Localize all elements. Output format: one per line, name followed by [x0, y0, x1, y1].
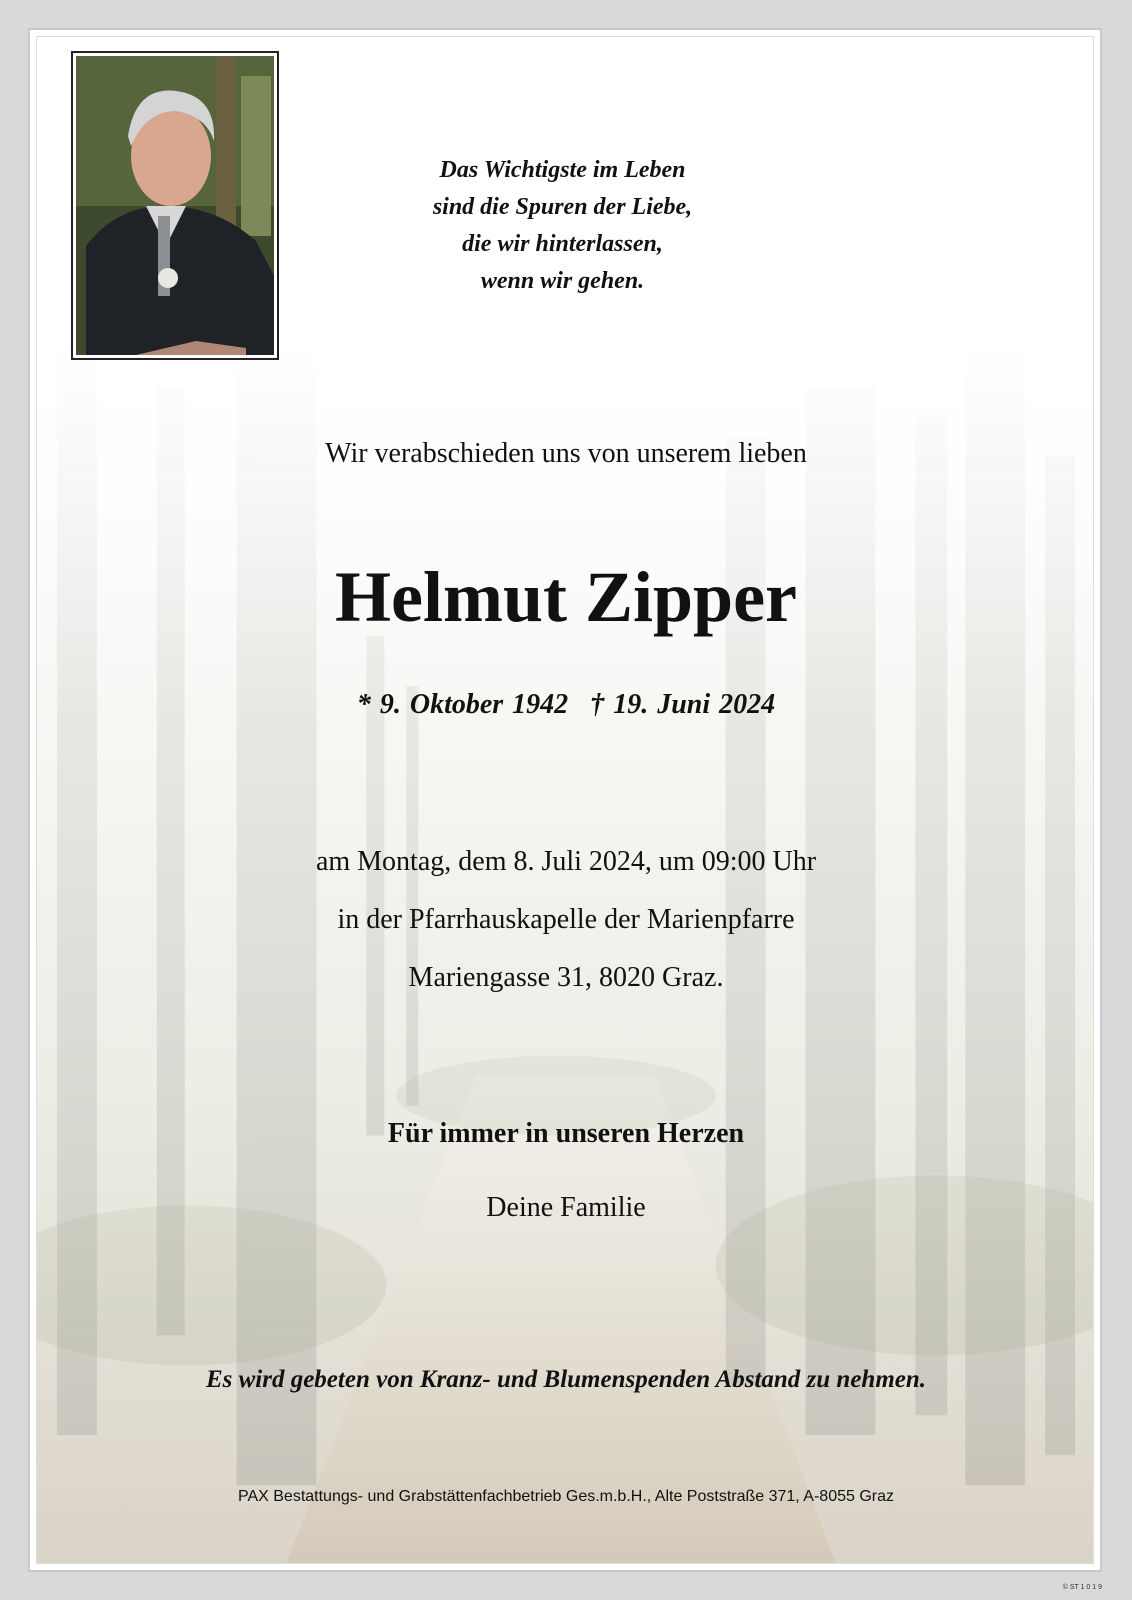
service-details: [0, 833, 1132, 1007]
intro-text: Wir verabschieden uns von unserem lieben: [325, 438, 807, 469]
death-date: † 19. Juni 2024: [590, 689, 776, 720]
service-line: Mariengasse 31, 8020 Graz.: [408, 962, 724, 993]
quote-line: Das Wichtigste im Leben: [439, 157, 686, 183]
funeral-home-footer: PAX Bestattungs- und Grabstättenfachbetrieb Ges.m.b.H., Alte Poststraße 371, A-8055 Graz: [237, 1488, 895, 1505]
portrait-image: [76, 56, 274, 355]
closing-phrase: Für immer in unseren Herzen: [387, 1118, 745, 1149]
family-signature: Deine Familie: [486, 1192, 646, 1223]
copyright-mark: © ST 1 0 1 9: [1062, 1584, 1102, 1591]
quote: [280, 152, 845, 300]
life-dates: [0, 689, 1132, 721]
quote-line: sind die Spuren der Liebe,: [432, 194, 693, 220]
quote-line: wenn wir gehen.: [480, 268, 645, 294]
birth-date: * 9. Oktober 1942: [356, 689, 569, 720]
flower-note: Es wird gebeten von Kranz- und Blumenspenden Abstand zu nehmen.: [205, 1366, 927, 1393]
service-line: am Montag, dem 8. Juli 2024, um 09:00 Uhr: [315, 846, 817, 877]
deceased-name: Helmut Zipper: [335, 557, 797, 637]
service-line: in der Pfarrhauskapelle der Marienpfarre: [337, 904, 795, 935]
quote-line: die wir hinterlassen,: [462, 231, 663, 257]
portrait-photo: [71, 51, 279, 360]
